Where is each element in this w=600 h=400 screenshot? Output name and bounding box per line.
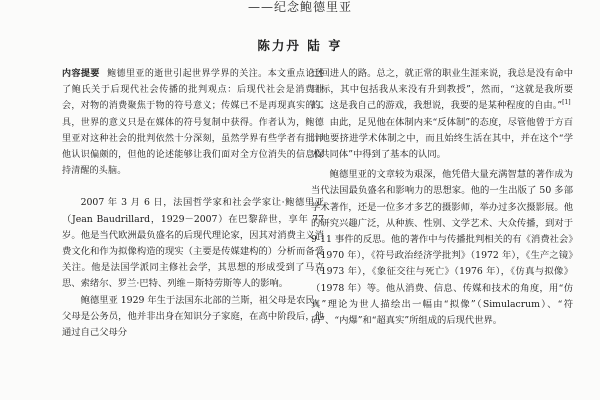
abstract-text: 鲍德里亚的逝世引起世界学界的关注。本文重点论述了鲍氏关于后现代社会传播的批判观点：后现代社会是消费社会，对物的消费聚焦于物的符号意义；传媒已不是再现真实的工具，世界的意义只是在媒体的符号复制中获得。作者认为，鲍德里亚对这种社会的批判依然十分深刻，虽然学界有些学者有批评他认识偏颇的，但他的论述能够让我们面对全方位消失的信息保持清醒的头脑。 — [62, 69, 324, 177]
abstract-block — [62, 66, 324, 179]
article-authors: 陈力丹 陆 亨 — [257, 38, 343, 53]
body-paragraph: 迁回进人的路。总之，就正常的职业生涯来说，我总是没有命中目标，其中包括我从来没有升到教授”，然而，“这就是我所要的。这是我自己的游戏，我想说，我要的是某种程度的自由。”[1] — [311, 68, 573, 112]
article-subtitle: ——纪念鲍德里亚 — [247, 0, 352, 14]
body-paragraph: 2007 年 3 月 6 日，法国哲学家和社会学家让·鲍德里亚（Jean Baudrillard，1929－2007）在巴黎辞世，享年 77 岁。他是当代欧洲最负盛名的后现代理论家，因其对消费主义消费文化和作为拟像构造的现实（主要是传媒建构的）分析而备受关注。他是法国学派同主修社会学，其思想的形成受到了马克思、索绪尔、罗兰·巴特、列维－斯特劳斯等人的影响。 — [62, 197, 324, 290]
body-paragraph: 鲍德里亚 1929 年生于法国东北部的兰斯，祖父母是农民，父母是公务员，他并非出身在知识分子家庭，在高中阶段后，他通过自己父母分 — [62, 294, 324, 339]
abstract-label: 内容提要 — [62, 69, 100, 79]
citation-marker: [1] — [562, 99, 571, 107]
right-column — [311, 66, 573, 329]
body-paragraph: 由此，足见他在体制内来“反体制”的态度，尽管他曾于方百计地要挤进学术体制之中，而且始终生活在其中，并在这个“学术共同体”中得到了基本的认同。 — [311, 116, 573, 161]
left-column — [62, 66, 324, 341]
body-paragraph: 鲍德里亚的文章较为艰深，他凭借大量充满智慧的著作成为当代法国最负盛名和影响力的思想家。他的一生出版了 50 多部学术著作，还是一位多才多艺的摄影师，举办过多次摄影展。他的研究兴趣广泛，从种族、性别、文学艺术、大众传播，到对于 9-11 事件的反思。他的著作中与传播批判相关的有《消费社会》（1970 年），《符号政治经济学批判》（1972 年），《生产之镜》（1973 年），《象征交往与死亡》（1976 年），《仿真与拟像》（1978 年）等。他从消费、信息、传媒和技术的角度，用“仿真”理论为世人描绘出一幅由“拟像”（Simulacrum）、“符码”、“内爆”和“超真实”所组成的后现代世界。 — [311, 169, 573, 327]
